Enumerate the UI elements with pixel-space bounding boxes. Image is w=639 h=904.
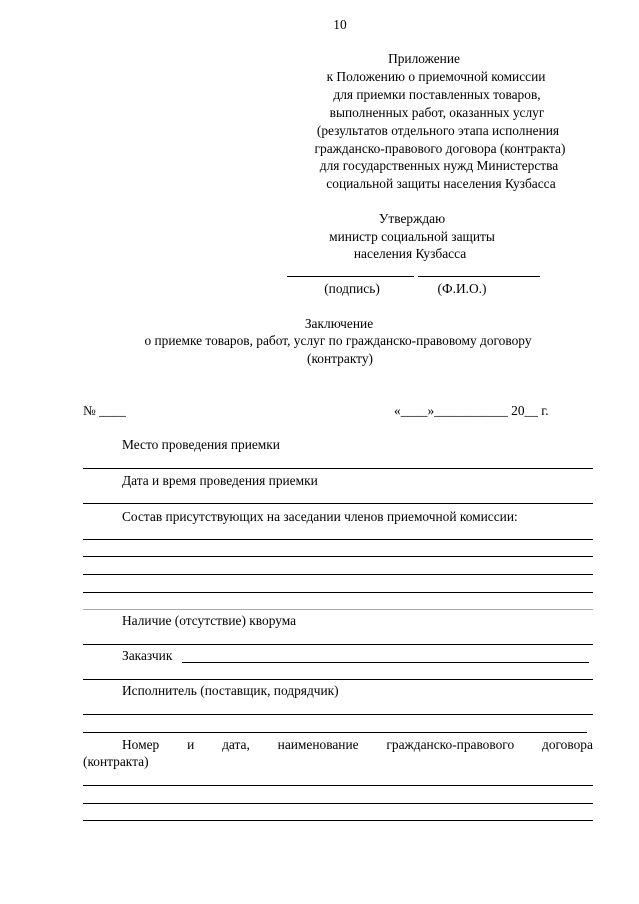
members-line[interactable] (83, 574, 593, 575)
name-caption: (Ф.И.О.) (437, 281, 487, 296)
members-line[interactable] (83, 539, 593, 540)
appendix-title: Приложение (388, 51, 460, 66)
appendix-line: для приемки поставленных товаров, (333, 87, 541, 102)
page-number: 10 (333, 17, 347, 32)
contract-label (122, 737, 593, 753)
datetime-label: Дата и время проведения приемки (122, 473, 318, 488)
document-date: «____»___________ 20__ г. (394, 403, 549, 418)
customer-label: Заказчик (122, 648, 173, 663)
contract-word: договора (542, 737, 593, 752)
members-label: Состав присутствующих на заседании членов приемочной комиссии: (122, 509, 518, 524)
contract-label-continued: (контракта) (83, 754, 149, 769)
contractor-line[interactable] (83, 732, 587, 733)
contract-line[interactable] (83, 820, 593, 821)
contract-word: наименование (277, 737, 359, 752)
quorum-line[interactable] (83, 644, 593, 645)
contract-word: гражданско-правового (386, 737, 515, 752)
members-line[interactable] (83, 609, 593, 610)
approval-position: министр социальной защиты (329, 229, 495, 244)
contractor-label: Исполнитель (поставщик, подрядчик) (122, 683, 339, 698)
appendix-line: социальной защиты населения Кузбасса (326, 176, 556, 191)
signature-caption: (подпись) (324, 281, 380, 296)
signature-line (287, 276, 414, 277)
place-line[interactable] (83, 468, 593, 469)
customer-line[interactable] (83, 679, 593, 680)
contract-word: и (187, 737, 195, 752)
approval-position: населения Кузбасса (353, 246, 467, 261)
appendix-line: для государственных нужд Министерства (319, 158, 559, 173)
appendix-line: гражданско-правового договора (контракта) (314, 141, 566, 156)
appendix-line: выполненных работ, оказанных услуг (329, 105, 545, 120)
contract-word: дата, (222, 737, 250, 752)
members-line[interactable] (83, 556, 593, 557)
contract-line[interactable] (83, 803, 593, 804)
members-line[interactable] (83, 592, 593, 593)
place-label: Место проведения приемки (122, 437, 280, 452)
contract-word: Номер (122, 737, 160, 752)
datetime-line[interactable] (83, 503, 593, 504)
name-line (418, 276, 540, 277)
customer-inline-line[interactable] (182, 662, 589, 663)
contract-line[interactable] (83, 785, 593, 786)
appendix-line: к Положению о приемочной комиссии (326, 69, 546, 84)
contractor-line[interactable] (83, 714, 593, 715)
quorum-label: Наличие (отсутствие) кворума (122, 613, 297, 628)
heading-subtitle: (контракту) (307, 351, 373, 366)
approval-title: Утверждаю (378, 211, 446, 226)
heading-title: Заключение (304, 316, 374, 331)
document-number: № ____ (83, 403, 126, 418)
heading-subtitle: о приемке товаров, работ, услуг по гражданско-правовому договору (144, 333, 532, 348)
appendix-line: (результатов отдельного этапа исполнения (316, 123, 560, 138)
